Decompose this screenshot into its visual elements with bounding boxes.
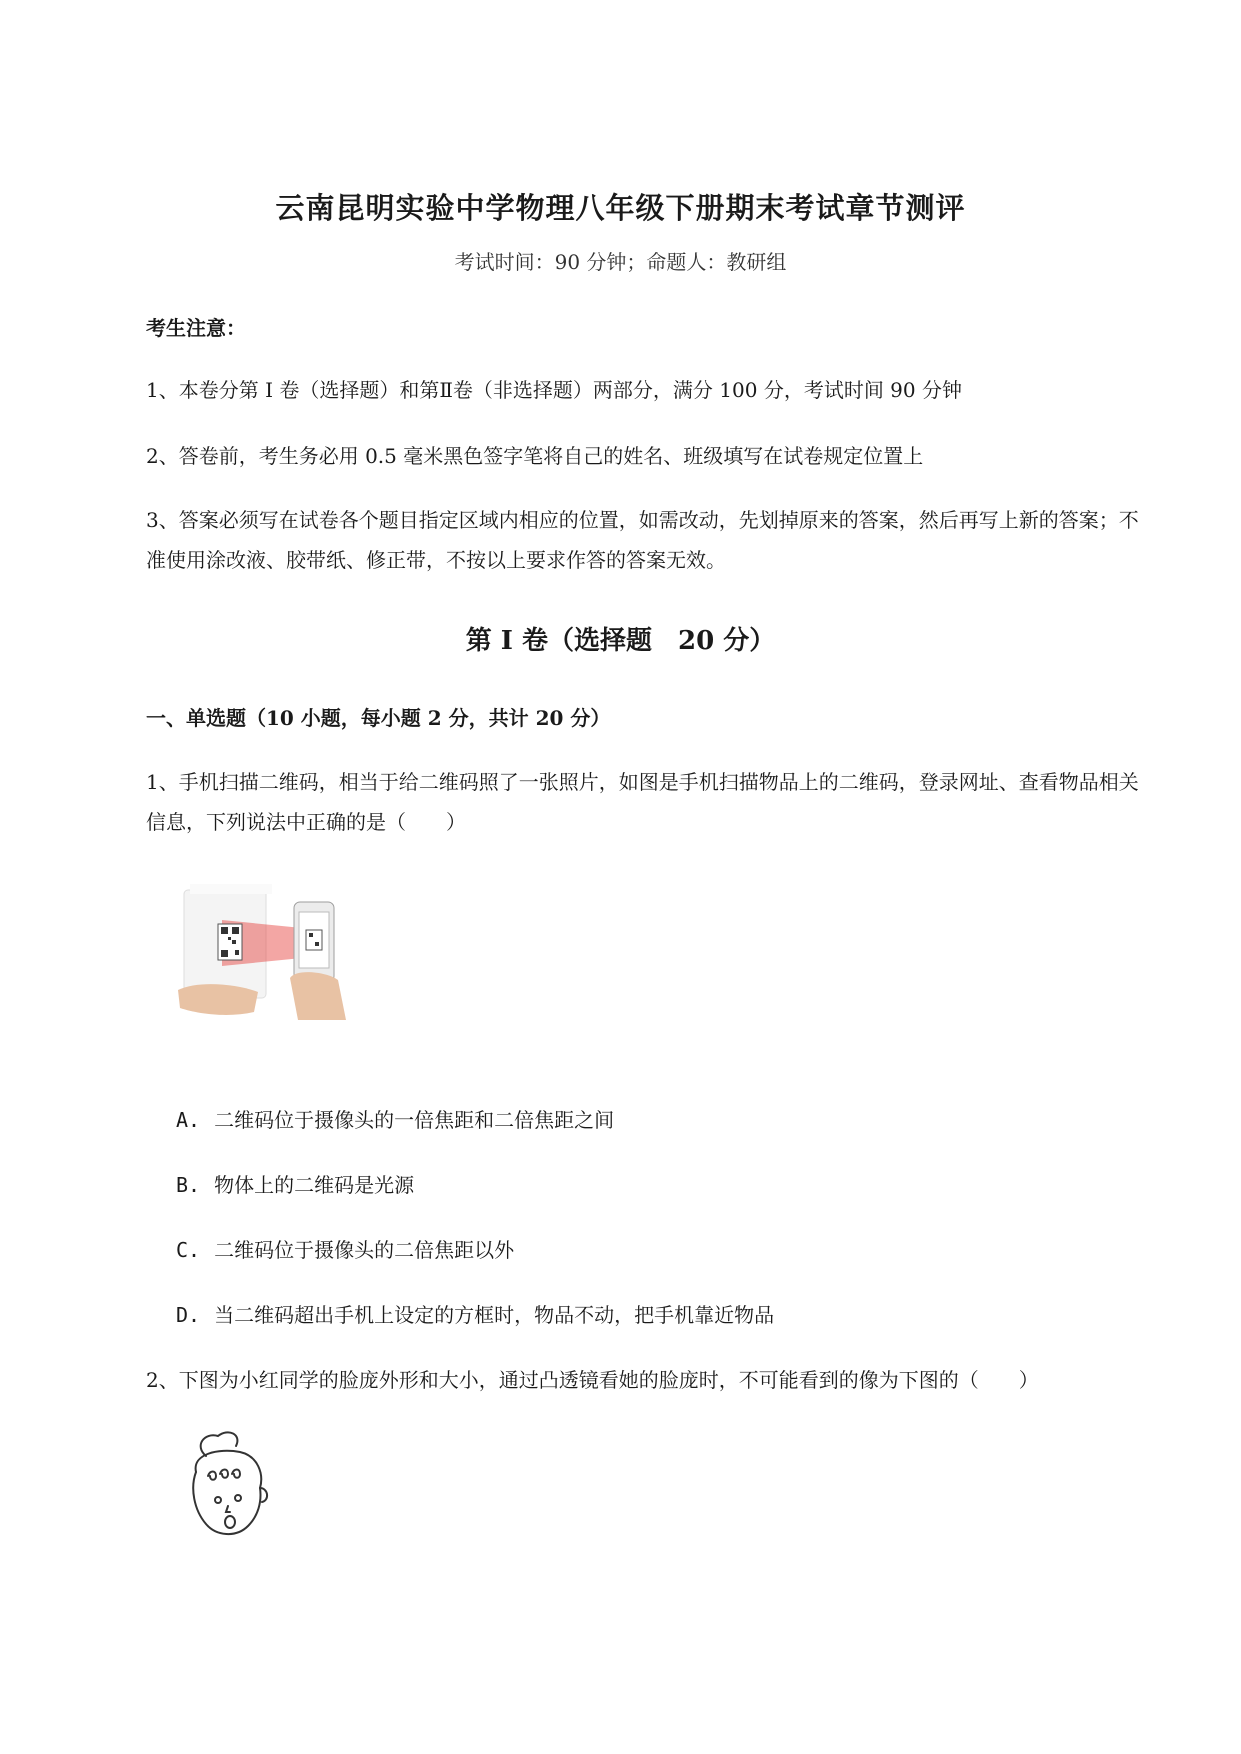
option-c[interactable] <box>176 1234 514 1263</box>
option-c-text: 二维码位于摄像头的二倍焦距以外 <box>214 1238 515 1262</box>
option-b-text: 物体上的二维码是光源 <box>214 1173 415 1197</box>
notice-item-2: 2、答卷前，考生务必用 0.5 毫米黑色签字笔将自己的姓名、班级填写在试卷规定位置上 <box>146 444 924 468</box>
qr-scan-illustration <box>178 880 360 1025</box>
question-group-heading: 一、单选题（10 小题，每小题 2 分，共计 20 分） <box>146 706 611 730</box>
girl-face-figure <box>178 1428 278 1562</box>
option-b-letter: B. <box>176 1173 201 1197</box>
qr-code-icon <box>218 924 242 960</box>
option-d-text: 当二维码超出手机上设定的方框时，物品不动，把手机靠近物品 <box>214 1303 775 1327</box>
option-b[interactable] <box>176 1169 414 1198</box>
notice-item-3: 3、答案必须写在试卷各个题目指定区域内相应的位置，如需改动，先划掉原来的答案，然后再写上新的答案；不准使用涂改液、胶带纸、修正带，不按以上要求作答的答案无效。 <box>146 508 1139 572</box>
option-a-letter: A. <box>176 1108 201 1132</box>
option-a[interactable] <box>176 1104 614 1133</box>
page-title: 云南昆明实验中学物理八年级下册期末考试章节测评 <box>275 191 966 225</box>
girl-face-illustration <box>178 1428 278 1558</box>
exam-subtitle: 考试时间：90 分钟；命题人：教研组 <box>454 250 787 274</box>
notice-heading: 考生注意： <box>146 316 246 340</box>
qr-scan-figure <box>178 880 360 1029</box>
option-c-letter: C. <box>176 1238 201 1262</box>
option-a-text: 二维码位于摄像头的一倍焦距和二倍焦距之间 <box>214 1108 615 1132</box>
notice-item-1: 1、本卷分第 I 卷（选择题）和第Ⅱ卷（非选择题）两部分，满分 100 分，考试时间 90 分钟 <box>146 378 962 402</box>
section-title: 第 I 卷（选择题 20 分） <box>465 626 776 656</box>
option-d[interactable] <box>176 1299 774 1328</box>
option-d-letter: D. <box>176 1303 201 1327</box>
question-2-stem: 2、下图为小红同学的脸庞外形和大小，通过凸透镜看她的脸庞时，不可能看到的像为下图的（ ） <box>146 1368 1039 1392</box>
question-1-stem: 1、手机扫描二维码，相当于给二维码照了一张照片，如图是手机扫描物品上的二维码，登录网址、查看物品相关信息，下列说法中正确的是（ ） <box>146 770 1139 834</box>
